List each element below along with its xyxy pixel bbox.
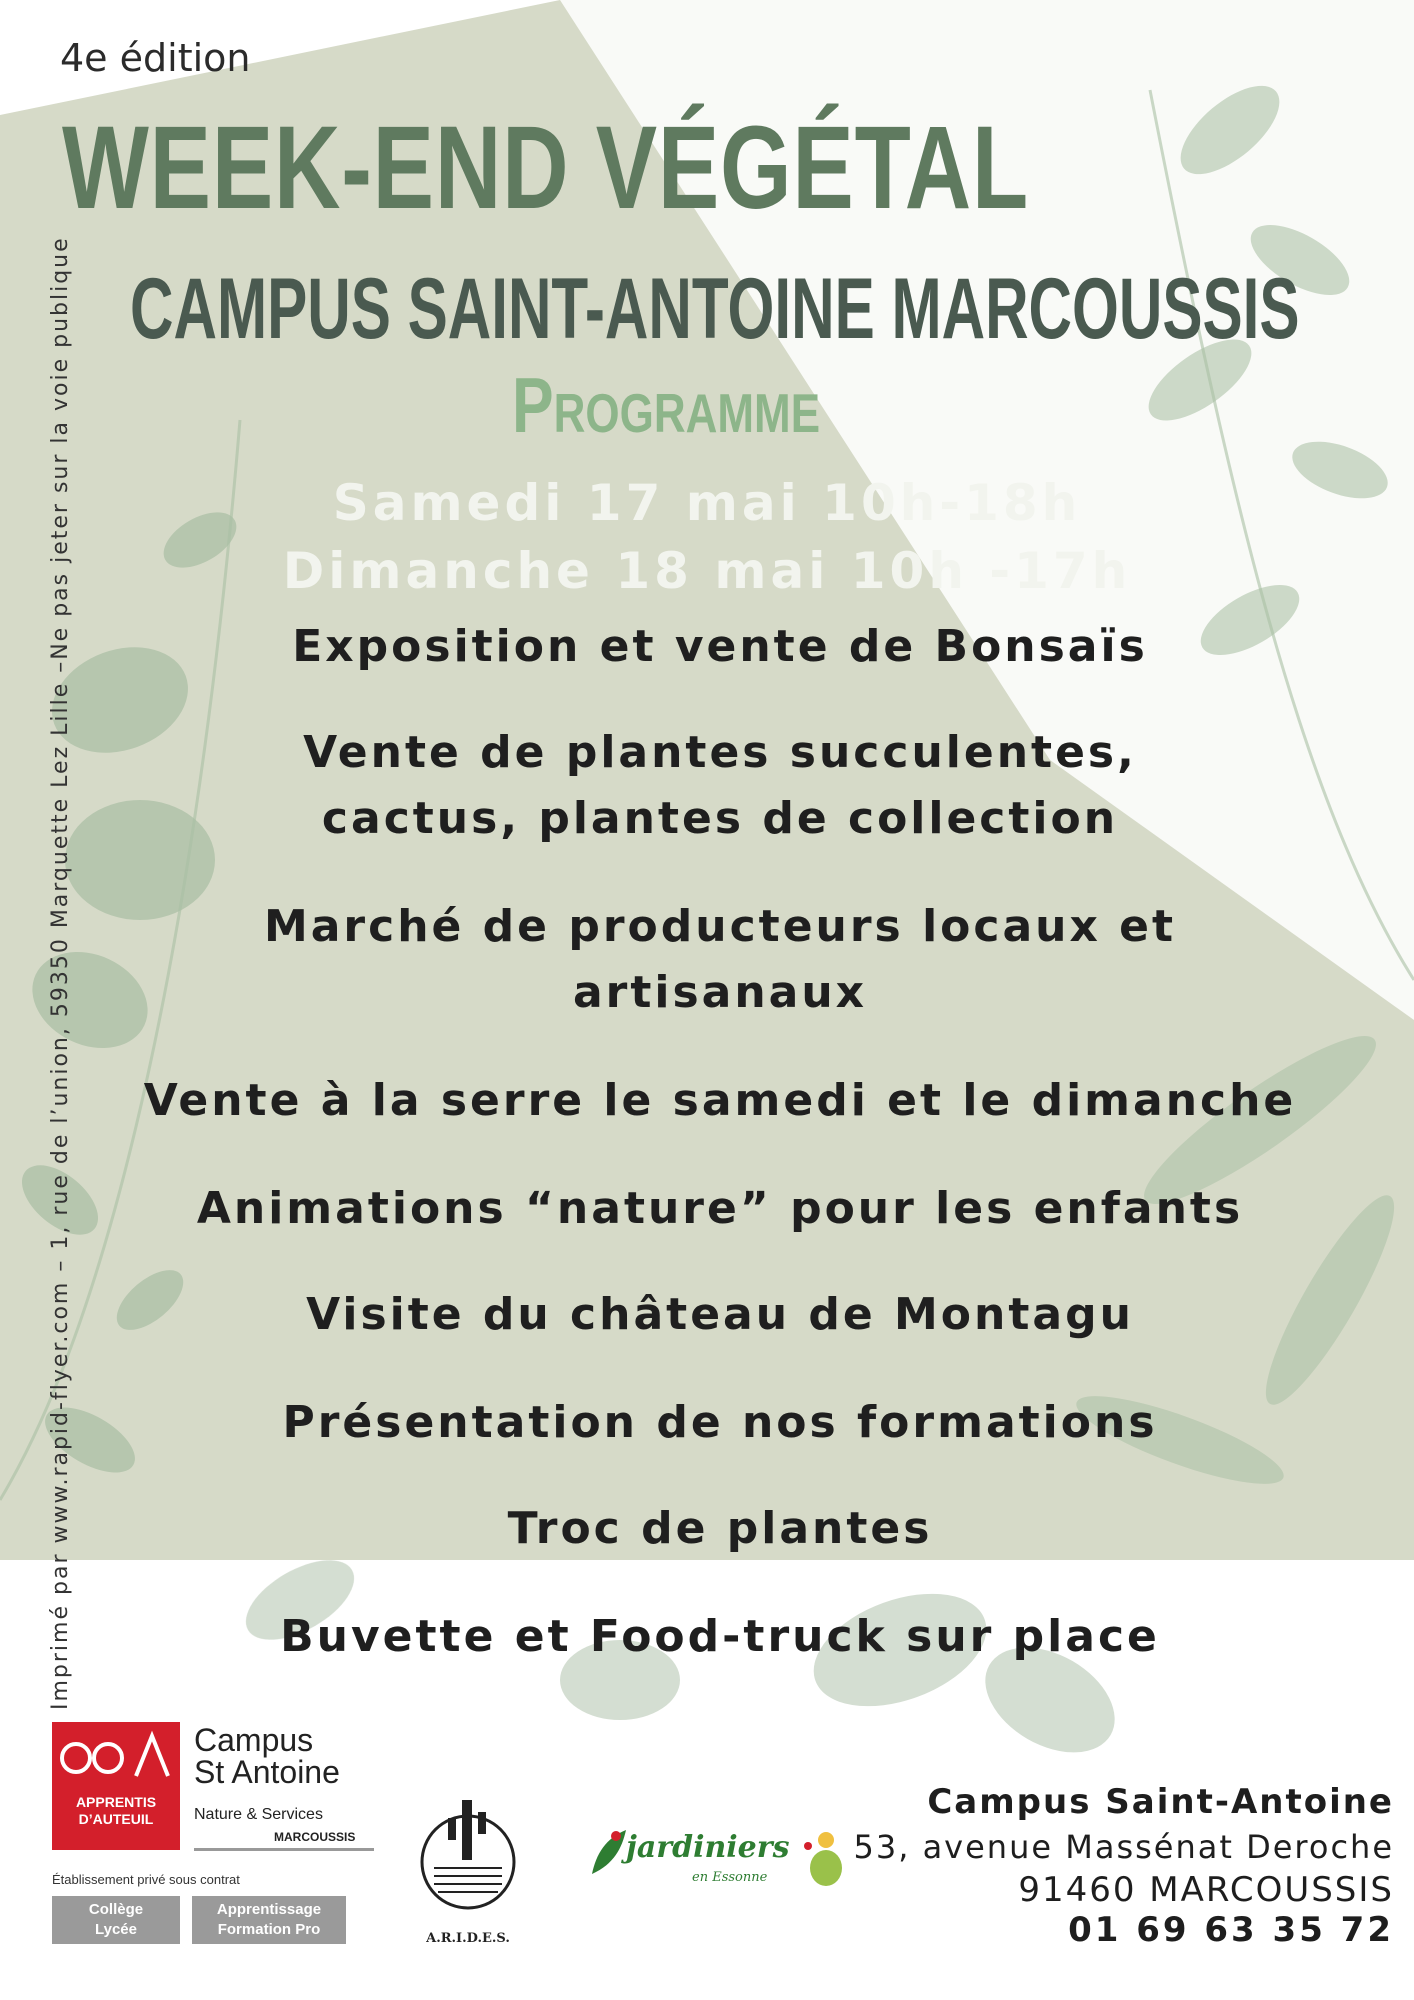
apprentis-auteuil-logo xyxy=(52,1722,180,1850)
program-item-line: cactus, plantes de collection xyxy=(321,793,1119,844)
program-item-line: Présentation de nos formations xyxy=(282,1397,1158,1448)
program-item-line: Troc de plantes xyxy=(507,1503,933,1554)
apprentis-line: APPRENTIS xyxy=(75,1794,157,1810)
badge-line: Apprentissage xyxy=(216,1901,322,1918)
program-item xyxy=(100,1496,1340,1562)
date-sunday: Dimanche 18 mai 10h -17h xyxy=(282,542,1132,600)
program-item xyxy=(100,1176,1340,1242)
program-item xyxy=(100,1604,1340,1670)
jardiniers-logo xyxy=(580,1790,862,1914)
badge-line: Formation Pro xyxy=(217,1921,321,1938)
address-street: 53, avenue Massénat Deroche xyxy=(853,1828,1394,1866)
program-item xyxy=(100,720,1340,852)
apprentis-line: D’AUTEUIL xyxy=(78,1811,154,1827)
apprentis-auteuil-text xyxy=(52,1794,180,1828)
program-item xyxy=(100,1390,1340,1456)
arides-emblem-icon xyxy=(404,1788,532,1918)
gardener-figure-icon xyxy=(798,1826,852,1890)
college-lycee-badge xyxy=(52,1896,180,1944)
program-item xyxy=(100,1282,1340,1348)
edition-label: 4e édition xyxy=(60,36,251,80)
program-item-line: Visite du château de Montagu xyxy=(306,1289,1134,1340)
program-item-line: artisanaux xyxy=(572,967,868,1018)
apprentis-figures-icon xyxy=(52,1722,180,1792)
program-item-line: Buvette et Food-truck sur place xyxy=(280,1611,1160,1662)
programme-heading: Programme xyxy=(512,361,821,449)
campus-tagline: Nature & Services xyxy=(194,1806,323,1823)
program-item xyxy=(100,1068,1340,1134)
arides-label: A.R.I.D.E.S. xyxy=(426,1931,510,1946)
campus-name-line: Campus xyxy=(194,1722,314,1758)
date-saturday: Samedi 17 mai 10h-18h xyxy=(332,474,1082,532)
program-item xyxy=(100,614,1340,680)
jardiniers-subtitle: en Essonne xyxy=(692,1870,768,1885)
arides-logo xyxy=(404,1788,532,1950)
campus-logo xyxy=(52,1722,386,1944)
address-phone: 01 69 63 35 72 xyxy=(1068,1910,1394,1950)
event-title: WEEK-END VÉGÉTAL xyxy=(62,102,1029,234)
program-item-line: Marché de producteurs locaux et xyxy=(263,901,1177,952)
campus-divider xyxy=(194,1848,374,1851)
badge-line: Lycée xyxy=(95,1921,137,1938)
program-item-line: Animations “nature” pour les enfants xyxy=(196,1183,1244,1234)
campus-name-line: St Antoine xyxy=(194,1754,340,1790)
badge-line: Collège xyxy=(88,1901,144,1918)
program-item-line: Vente à la serre le samedi et le dimanche xyxy=(143,1075,1297,1126)
address-name: Campus Saint-Antoine xyxy=(927,1782,1394,1822)
apprentissage-badge xyxy=(192,1896,346,1944)
program-item xyxy=(100,894,1340,1026)
address-block xyxy=(853,1774,1412,1950)
venue-title: CAMPUS SAINT-ANTOINE MARCOUSSIS xyxy=(130,261,1300,357)
program-item-line: Vente de plantes succulentes, xyxy=(303,727,1137,778)
campus-name xyxy=(194,1724,340,1788)
private-establishment-note: Établissement privé sous contrat xyxy=(52,1872,240,1887)
campus-city: MARCOUSSIS xyxy=(274,1830,356,1844)
program-item-line: Exposition et vente de Bonsaïs xyxy=(292,621,1148,672)
address-city: 91460 MARCOUSSIS xyxy=(1018,1870,1394,1910)
jardiniers-name: jardiniers xyxy=(626,1830,790,1865)
printer-side-note: Imprimé par www.rapid-flyer.com – 1, rue de l’union, 59350 Marquette Lez Lille –Ne pas jeter sur la voie publique xyxy=(48,236,73,1710)
